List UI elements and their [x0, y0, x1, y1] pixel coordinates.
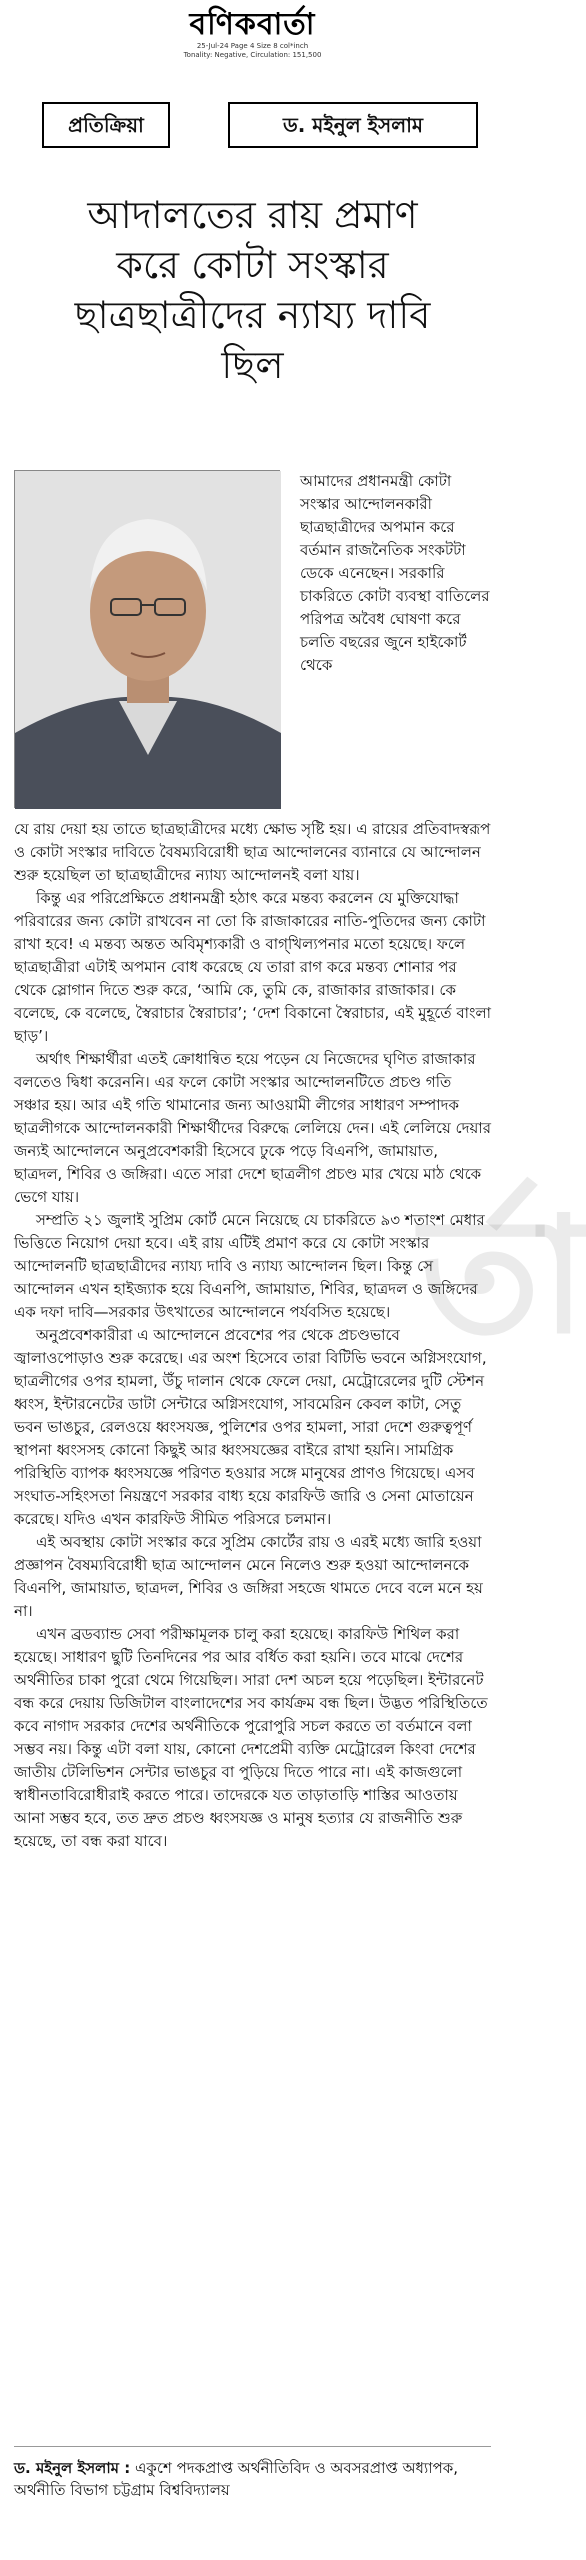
author-bio	[14, 2446, 491, 2501]
newspaper-logo: বণিকবার্তা	[189, 7, 316, 42]
article-headline: আদালতের রায় প্রমাণ করে কোটা সংস্কার ছাত্রছাত্রীদের ন্যায্য দাবি ছিল	[74, 193, 431, 387]
masthead	[0, 8, 505, 60]
article-paragraph: অর্থাৎ শিক্ষার্থীরা এতই ক্রোধান্বিত হয়ে পড়েন যে নিজেদের ঘৃণিত রাজাকার বলতেও দ্বিধা করেননি। এর ফলে কোটা সংস্কার আন্দোলনটিতে প্রচণ্ড গতি সঞ্চার হয়। আর এই গতি থামানোর জন্য আওয়ামী লীগের সাধারণ সম্পাদক ছাত্রলীগকে আন্দোলনকারী শিক্ষার্থীদের বিরুদ্ধে লেলিয়ে দেন। এই লেলিয়ে দেয়ার জন্যই আন্দোলনে অনুপ্রবেশকারী হিসেবে ঢুকে পড়ে বিএনপি, জামায়াত, ছাত্রদল, শিবির ও জঙ্গিরা। এতে সারা দেশে ছাত্রলীগ প্রচণ্ড মার খেয়ে মাঠ থেকে ভেগে যায়।	[14, 1050, 491, 1206]
tag-row	[42, 102, 478, 152]
article-paragraph: কিন্তু এর পরিপ্রেক্ষিতে প্রধানমন্ত্রী হঠাৎ করে মন্তব্য করলেন যে মুক্তিযোদ্ধা পরিবারের জন্য কোটা রাখবেন না তো কি রাজাকারের নাতি-পুতিদের জন্য কোটা রাখা হবে! এ মন্তব্য অন্তত অবিমৃশ্যকারী ও বাগ্‌খিল্যপনার মতো হয়েছে। ফলে ছাত্রছাত্রীরা এটাই অপমান বোধ করেছে যে তারা রাগ করে মন্তব্য শোনার পর থেকে স্লোগান দিতে শুরু করে, ‘আমি কে, তুমি কে, রাজাকার রাজাকার। কে বলেছে, কে বলেছে, স্বৈরাচার স্বৈরাচার’; ‘দেশ বিকানো স্বৈরাচার, এই মুহূর্তে বাংলা ছাড়’।	[14, 889, 492, 1045]
author-portrait-image	[15, 471, 281, 809]
author-photo	[14, 470, 280, 808]
author-bio-text: একুশে পদকপ্রাপ্ত অর্থনীতিবিদ ও অবসরপ্রাপ্ত অধ্যাপক, অর্থনীতি বিভাগ চট্টগ্রাম বিশ্ববিদ্যালয়	[14, 2459, 459, 2499]
newspaper-watermark: র্তা	[420, 1181, 586, 1369]
clipping-meta-line-1: 25-Jul-24 Page 4 Size 8 col*inch	[196, 42, 309, 50]
article-paragraph: অনুপ্রবেশকারীরা এ আন্দোলনে প্রবেশের পর থেকে প্রচণ্ডভাবে জ্বালাওপোড়াও শুরু করেছে। এর অংশ হিসেবে তারা বিটিভি ভবনে অগ্নিসংযোগ, ছাত্রলীগের ওপর হামলা, উঁচু দালান থেকে ফেলে দেয়া, মেট্রোরেলের দুটি স্টেশন ধ্বংস, ইন্টারনেটের ডাটা সেন্টারে অগ্নিসংযোগ, সাবমেরিন কেবল কাটা, সেতু ভবন ভাঙচুর, রেলওয়ে ধ্বংসযজ্ঞ, পুলিশের ওপর হামলা, সারা দেশে গুরুত্বপূর্ণ স্থাপনা ধ্বংসসহ কোনো কিছুই আর ধ্বংসযজ্ঞের বাইরে রাখা হয়নি। সামগ্রিক পরিস্থিতি ব্যাপক ধ্বংসযজ্ঞে পরিণত হওয়ার সঙ্গে মানুষের প্রাণও গিয়েছে। এসব সংঘাত-সহিংসতা নিয়ন্ত্রণে সরকার বাধ্য হয়ে কারফিউ জারি ও সেনা মোতায়েন করেছে। যদিও এখন কারফিউ সীমিত পরিসরে চলমান।	[14, 1326, 487, 1528]
article-paragraph: এখন ব্রডব্যান্ড সেবা পরীক্ষামূলক চালু করা হয়েছে। কারফিউ শিথিল করা হয়েছে। সাধারণ ছুটি তিনদিনের পর আর বর্ধিত করা হয়নি। তবে মাঝে দেশের অর্থনীতির চাকা পুরো থেমে গিয়েছিল। সারা দেশ অচল হয়ে পড়েছিল। ইন্টারনেট বন্ধ করে দেয়ায় ডিজিটাল বাংলাদেশের সব কার্যক্রম বন্ধ ছিল। উদ্ভত পরিস্থিতিতে কবে নাগাদ সরকার দেশের অর্থনীতিকে পুরোপুরি সচল করতে তা বর্তমানে বলা সম্ভব নয়। কিন্তু এটা বলা যায়, কোনো দেশপ্রেমী ব্যক্তি মেট্রোরেল কিংবা দেশের জাতীয় টেলিভিশন সেন্টার ভাঙচুর বা পুড়িয়ে দিতে পারে না। এই কাজগুলো স্বাধীনতাবিরোধীরাই করতে পারে। তাদেরকে যত তাড়াতাড়ি শাস্তির আওতায় আনা সম্ভব হবে, তত দ্রুত প্রচণ্ড ধ্বংসযজ্ঞ ও মানুষ হত্যার যে রাজনীতি শুরু হয়েছে, তা বন্ধ করা যাবে।	[14, 1625, 488, 1850]
author-tag: ড. মইনুল ইসলাম	[228, 102, 478, 148]
article-paragraph: যে রায় দেয়া হয় তাতে ছাত্রছাত্রীদের মধ্যে ক্ষোভ সৃষ্টি হয়। এ রায়ের প্রতিবাদস্বরূপ ও কোটা সংস্কার দাবিতে বৈষম্যবিরোধী ছাত্র আন্দোলনের ব্যানারে যে আন্দোলন শুরু হয়েছিল তা ছাত্রছাত্রীদের ন্যায্য আন্দোলনই বলা যায়।	[14, 820, 491, 884]
article-paragraph: এই অবস্থায় কোটা সংস্কার করে সুপ্রিম কোর্টের রায় ও এরই মধ্যে জারি হওয়া প্রজ্ঞাপন বৈষম্যবিরোধী ছাত্র আন্দোলন মেনে নিলেও শুরু হওয়া আন্দোলনকে বিএনপি, জামায়াত, ছাত্রদল, শিবির ও জঙ্গিরা সহজে থামতে দেবে বলে মনে হয় না।	[14, 1533, 483, 1620]
article-intro-column	[300, 470, 492, 677]
clipping-meta-line-2: Tonality: Negative, Circulation: 151,500	[183, 51, 322, 59]
article-intro-paragraph: আমাদের প্রধানমন্ত্রী কোটা সংস্কার আন্দোলনকারী ছাত্রছাত্রীদের অপমান করে বর্তমান রাজনৈতিক সংকটটা ডেকে এনেছেন। সরকারি চাকরিতে কোটা ব্যবস্থা বাতিলের পরিপত্র অবৈধ ঘোষণা করে চলতি বছরের জুনে হাইকোর্ট থেকে	[300, 472, 490, 674]
author-bio-name: ড. মইনুল ইসলাম :	[14, 2459, 131, 2477]
article-paragraph: সম্প্রতি ২১ জুলাই সুপ্রিম কোর্ট মেনে নিয়েছে যে চাকরিতে ৯৩ শতাংশ মেধার ভিত্তিতে নিয়োগ দেয়া হবে। এই রায় এটিই প্রমাণ করে যে কোটা সংস্কার আন্দোলনটি ছাত্রছাত্রীদের ন্যায্য দাবি ও ন্যায্য আন্দোলন ছিল। কিন্তু সে আন্দোলন এখন হাইজ্যাক হয়ে বিএনপি, জামায়াত, শিবির, ছাত্রদল ও জঙ্গিদের এক দফা দাবি—সরকার উৎখাতের আন্দোলনে পর্যবসিত হয়েছে।	[14, 1211, 485, 1321]
section-tag: প্রতিক্রিয়া	[42, 102, 170, 148]
